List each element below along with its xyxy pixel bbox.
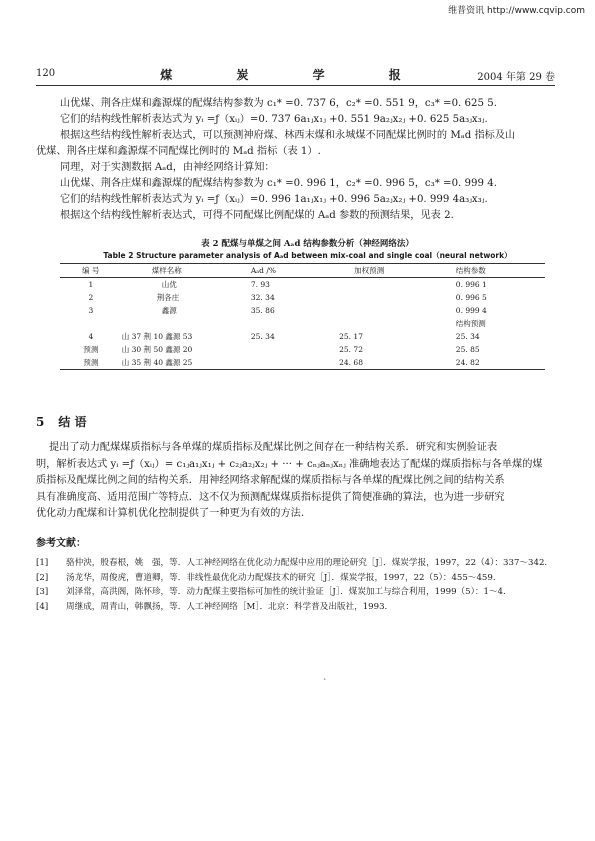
reference-item (36, 600, 555, 615)
section-title: 结 语 (58, 415, 87, 429)
table-cell: 32. 34 (250, 293, 275, 302)
table-cell (251, 343, 339, 356)
table-cell: 山优 (161, 280, 177, 289)
table-row (60, 278, 545, 292)
conclusion-line: 明，解析表达式 yᵢ =ƒ（xᵢⱼ）= c₁ⱼa₁ⱼx₁ⱼ + c₂ⱼa₂ⱼx₂ⱼ + ··· + cₙⱼaₙⱼxₙⱼ 准确地表达了配煤的煤质指标与各单煤的煤 (36, 458, 543, 470)
body-line: 根据这些结构线性解析表达式，可以预测神府煤、林西末煤和永城煤不同配煤比例时的 Mₐd 指标及山 (60, 130, 516, 141)
reference-text: 刘泽常，高洪阁，陈怀珍，等．动力配煤主要指标可加性的统计验证［J］．煤炭加工与综合利用，1999（5）：1～4. (66, 587, 506, 597)
header-cell: 编 号 (82, 266, 100, 275)
table-cell: 山 35 荆 40 鑫源 25 (121, 358, 193, 367)
table-header-row (60, 264, 545, 278)
reference-number: [3] (36, 587, 49, 597)
table-cell (339, 278, 456, 292)
table-cell: 4 (88, 332, 94, 341)
table-cell: 35. 86 (250, 306, 275, 315)
table-title-en: Table 2 Structure parameter analysis of Aₐd between mix-coal and single coal（neural network） (103, 251, 512, 260)
table-row (60, 343, 545, 356)
body-line: 山优煤、荆各庄煤和鑫源煤的配煤结构参数为 c₁* =0. 737 6，c₂* =0. 551 9，c₃* =0. 625 5. (60, 98, 497, 109)
journal-title: 煤 炭 学 报 (160, 68, 431, 82)
table-cell: 预测 (83, 345, 99, 354)
reference-text: 周继成，周青山，韩飘扬，等．人工神经网络［M］．北京：科学普及出版社，1993. (66, 601, 388, 612)
table-cell: 25. 72 (339, 345, 363, 354)
header-cell: 结构参数 (455, 266, 486, 275)
table-row (60, 291, 545, 304)
reference-list (36, 556, 555, 614)
table-cell (251, 356, 339, 370)
table-cell (339, 291, 456, 304)
header-cell: 煤样名称 (151, 266, 182, 275)
table-row (60, 304, 545, 317)
issue-label: 2004 年第 29 卷 (477, 72, 555, 83)
body-line: 它们的结构线性解析表达式为 yᵢ =ƒ（xᵢⱼ）=0. 996 1a₁ⱼx₁ⱼ +0. 996 5a₂ⱼx₂ⱼ +0. 999 4a₃ⱼx₃ⱼ. (60, 194, 488, 205)
table-title: 表 2 配煤与单煤之间 Aₐd 结构参数分析（神经网络法） (201, 239, 414, 249)
page-header (36, 66, 555, 82)
table-cell: 25. 34 (250, 332, 275, 341)
table-cell: 荆各庄 (156, 293, 180, 302)
table-cell: 结构预测 (455, 319, 486, 328)
table-row (60, 317, 545, 330)
reference-item (36, 571, 555, 586)
references-heading: 参考文献： (36, 538, 86, 549)
page-number: 120 (36, 68, 56, 79)
reference-number: [1] (36, 558, 49, 568)
section-heading (36, 413, 101, 430)
table-row (60, 356, 545, 370)
header-cell: Aₐd /% (250, 266, 277, 275)
conclusion-line: 质指标及配煤比例之间的结构关系．用神经网络求解配煤的煤质指标与各单煤的配煤比例之间的结构关系 (36, 475, 505, 486)
reference-item (36, 556, 555, 571)
watermark: 维普资讯 http://www.cqvip.com (448, 6, 585, 16)
table-cell: 山 37 荆 10 鑫源 53 (121, 332, 193, 341)
body-line: 优煤、荆各庄煤和鑫源煤不同配煤比例时的 Mₐd 指标（表 1）. (36, 146, 321, 157)
table-cell: 24. 82 (455, 358, 480, 367)
header-cell: 加权预测 (354, 266, 385, 275)
body-line: 山优煤、荆各庄煤和鑫源煤的配煤结构参数为 c₁* =0. 996 1，c₂* =0. 996 5，c₃* =0. 999 4. (60, 178, 497, 189)
conclusion-line: 优化动力配煤和计算机优化控制提供了一种更为有效的方法. (36, 508, 305, 519)
reference-number: [2] (36, 572, 49, 583)
section-number: 5 (36, 415, 45, 429)
table-cell: 鑫源 (161, 306, 177, 315)
conclusion-line: 提出了动力配煤煤质指标与各单煤的煤质指标及配煤比例之间存在一种结构关系．研究和实例验证表 (36, 442, 498, 453)
table-cell: 24. 68 (339, 358, 363, 367)
body-text (36, 96, 555, 224)
conclusion-text (36, 440, 559, 523)
table-cell (339, 317, 456, 330)
reference-item (36, 585, 555, 600)
reference-text: 骆仲泱，殷春根，姚 强，等．人工神经网络在优化动力配煤中应用的理论研究［J］．煤炭学报，1997，22（4）：337～342. (66, 558, 548, 568)
table-cell: 25. 17 (339, 332, 363, 341)
table-cell: 25. 85 (455, 345, 480, 354)
table-cell: 3 (88, 306, 94, 315)
table-cell: 0. 999 4 (455, 306, 487, 315)
table-cell (339, 304, 456, 317)
reference-number: [4] (36, 601, 49, 612)
reference-text: 汤龙华，周俊虎，曹道卿，等．非线性最优化动力配煤技术的研究［J］．煤炭学报，1997，22（5）：455～459. (66, 572, 496, 583)
table-cell: 25. 34 (455, 332, 480, 341)
structure-parameter-table (60, 263, 545, 370)
body-line: 它们的结构线性解析表达式为 yᵢ =ƒ（xᵢⱼ）=0. 737 6a₁ⱼx₁ⱼ +0. 551 9a₂ⱼx₂ⱼ +0. 625 5a₃ⱼx₃ⱼ. (60, 114, 488, 125)
conclusion-line: 具有准确度高、适用范围广等特点．这不仅为预测配煤煤质指标提供了简便准确的算法，也为进一步研究 (36, 491, 505, 503)
body-line: 根据这个结构线性解析表达式，可得不同配煤比例配煤的 Aₐd 参数的预测结果，见表 2. (60, 210, 454, 221)
table-cell: 7. 93 (250, 280, 270, 289)
footer-mark: ` (323, 678, 327, 687)
table-cell (60, 317, 122, 330)
table-row (60, 330, 545, 343)
table-cell (122, 317, 251, 330)
table-cell: 0. 996 5 (455, 293, 487, 302)
body-line: 同理，对于实测数据 Aₐd，由神经网络计算知： (60, 162, 275, 173)
table-cell (251, 317, 339, 330)
table-cell: 山 30 荆 50 鑫源 20 (121, 345, 193, 354)
table-cell: 0. 996 1 (455, 280, 487, 289)
table-cell: 2 (88, 293, 94, 302)
table-cell: 1 (88, 280, 94, 289)
table-cell: 预测 (83, 358, 99, 367)
header-rule (36, 85, 555, 86)
